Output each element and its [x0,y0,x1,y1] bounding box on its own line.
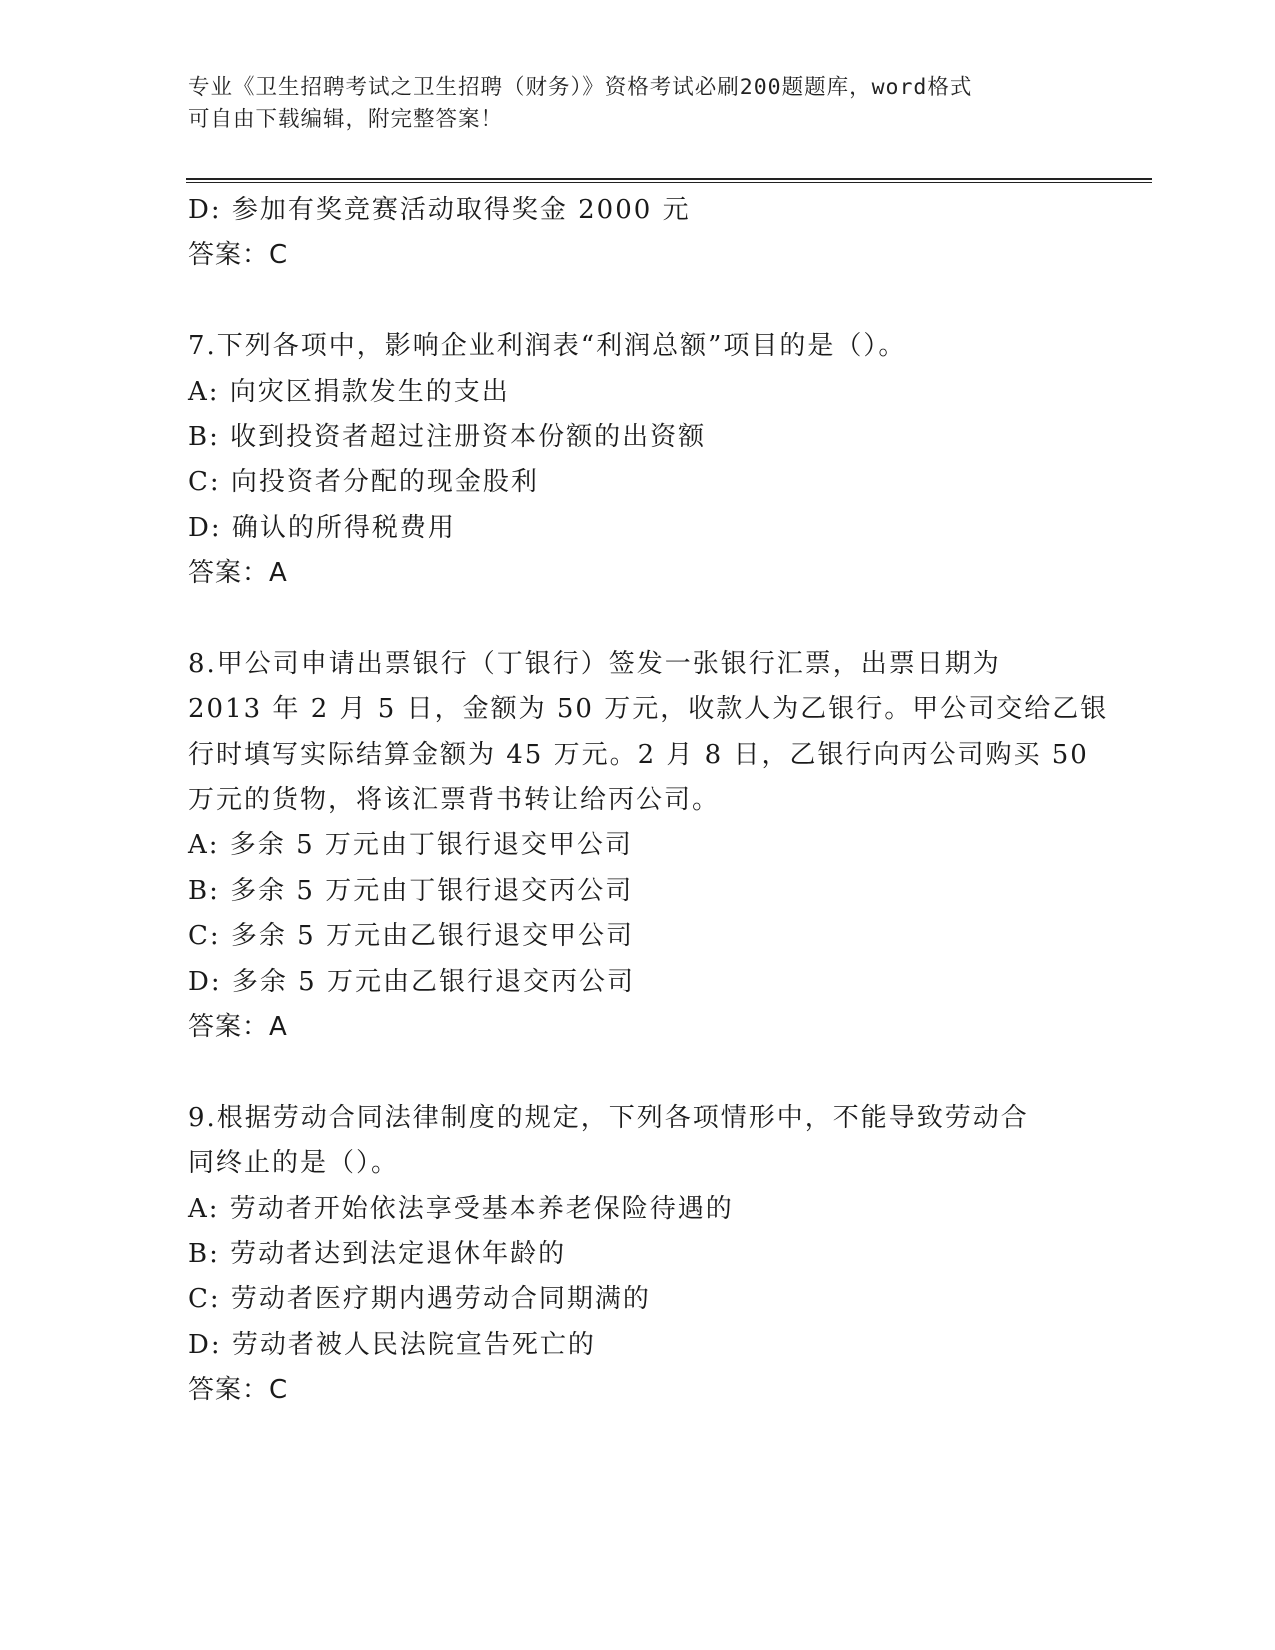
header-title-line-1: 专业《卫生招聘考试之卫生招聘（财务）》资格考试必刷200题题库，word格式 [188,75,973,100]
question-stem-line-1: 8.甲公司申请出票银行（丁银行）签发一张银行汇票，出票日期为 [188,648,1001,679]
answer-line: 答案：C [188,1375,289,1406]
question-stem-line-3: 行时填写实际结算金额为 45 万元。2 月 8 日，乙银行向丙公司购买 50 [188,739,1089,770]
question-stem: 7.下列各项中，影响企业利润表“利润总额”项目的是（）。 [188,331,907,362]
spacer [188,597,1088,642]
spacer [188,1050,1088,1095]
spacer [188,279,1088,324]
option-d: D: 参加有奖竞赛活动取得奖金 2000 元 [188,195,691,225]
question-8 [188,642,1109,1051]
question-9 [188,1096,1088,1414]
option-c: C: 向投资者分配的现金股利 [188,467,539,498]
answer-line: 答案：A [188,1012,288,1043]
option-c: C: 多余 5 万元由乙银行退交甲公司 [188,921,634,952]
question-stem-line-1: 9.根据劳动合同法律制度的规定，下列各项情形中，不能导致劳动合 [188,1102,1029,1133]
option-d: D: 确认的所得税费用 [188,512,456,543]
option-d: D: 多余 5 万元由乙银行退交丙公司 [188,966,635,997]
option-c: C: 劳动者医疗期内遇劳动合同期满的 [188,1284,651,1315]
question-stem-line-4: 万元的货物，将该汇票背书转让给丙公司。 [188,785,721,816]
question-7 [188,324,1088,596]
answer-line: 答案：A [188,558,288,589]
header-title-line-2: 可自由下载编辑，附完整答案！ [188,107,504,132]
option-b: B: 劳动者达到法定退休年龄的 [188,1238,567,1269]
option-a: A: 向灾区捐款发生的支出 [188,376,510,407]
page-header [188,72,1088,136]
option-b: B: 多余 5 万元由丁银行退交丙公司 [188,875,634,906]
option-a: A: 多余 5 万元由丁银行退交甲公司 [188,830,633,861]
question-stem-line-2: 2013 年 2 月 5 日，金额为 50 万元，收款人为乙银行。甲公司交给乙银 [188,694,1109,725]
header-divider [186,178,1152,183]
question-content [188,188,1109,1414]
option-a: A: 劳动者开始依法享受基本养老保险待遇的 [188,1193,734,1224]
option-d: D: 劳动者被人民法院宣告死亡的 [188,1329,596,1360]
answer-line: 答案：C [188,240,289,271]
question-6-tail [188,188,1088,279]
question-stem-line-2: 同终止的是（）。 [188,1148,400,1179]
option-b: B: 收到投资者超过注册资本份额的出资额 [188,421,707,452]
